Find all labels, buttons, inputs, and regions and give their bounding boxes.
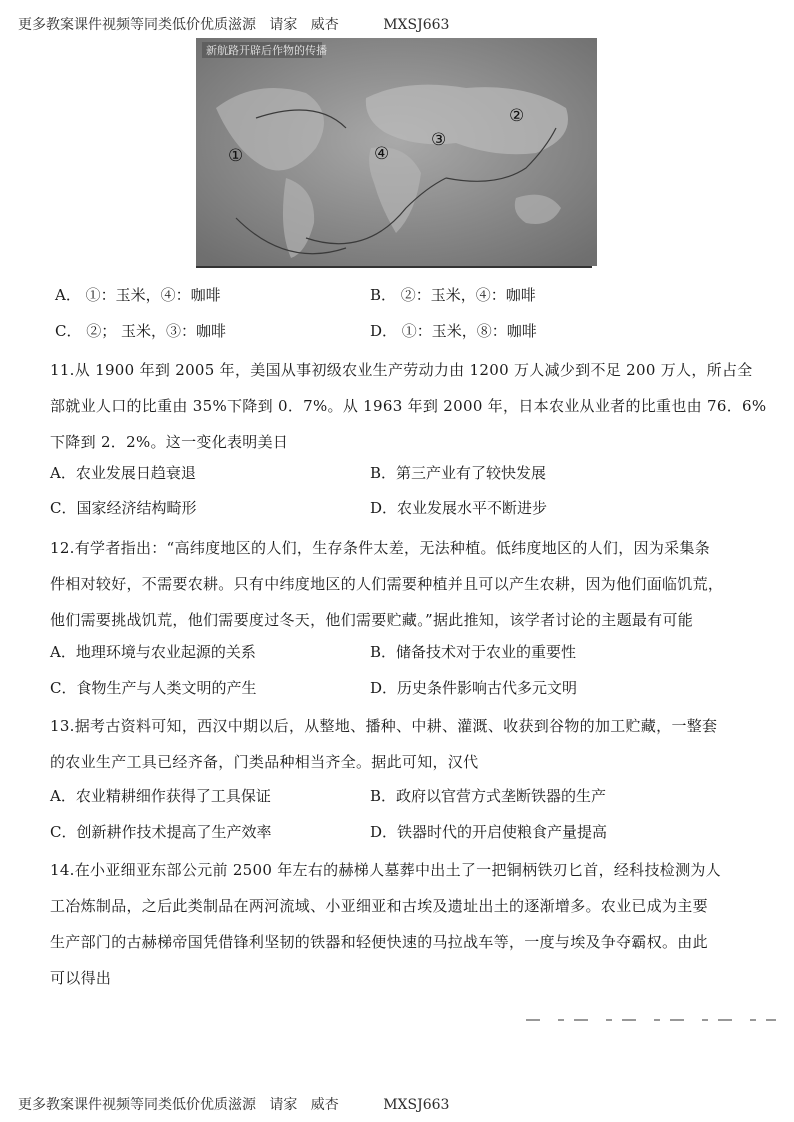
q12-option-d: D．历史条件影响古代多元文明	[370, 679, 578, 697]
map-marker-4: ④	[374, 144, 390, 164]
q12-line-2: 件相对较好，不需要农耕。只有中纬度地区的人们需要种植并且可以产生农耕，因为他们面临饥荒，	[50, 575, 724, 593]
map-title: 新航路开辟后作物的传播	[206, 44, 327, 57]
q11-stem	[50, 352, 767, 460]
q12-stem	[50, 530, 742, 638]
q14-line-2: 工冶炼制品，之后此类制品在两河流域、小亚细亚和古埃及遗址出土的逐渐增多。农业已成为主要	[50, 897, 708, 915]
scan-artifact	[526, 1016, 776, 1024]
q13-stem	[50, 708, 742, 780]
world-map-image	[196, 38, 597, 266]
q11-option-b: B．第三产业有了较快发展	[370, 464, 547, 482]
q13-option-b: B．政府以官营方式垄断铁器的生产	[370, 787, 607, 805]
q13-option-d: D．铁器时代的开启使粮食产量提高	[370, 823, 608, 841]
q13-option-c: C．创新耕作技术提高了生产效率	[50, 823, 272, 841]
q10-option-c: C． ②； 玉米，③：咖啡	[55, 322, 227, 340]
map-marker-1: ①	[228, 146, 244, 166]
q14-stem	[50, 852, 742, 996]
q14-line-1: 14.在小亚细亚东部公元前 2500 年左右的赫梯人墓葬中出土了一把铜柄铁刃匕首，经科技检测为人	[50, 861, 721, 879]
crop-spread-map	[196, 38, 597, 266]
map-marker-2: ②	[509, 106, 525, 126]
q12-line-3: 他们需要挑战饥荒，他们需要度过冬天，他们需要贮藏。”据此推知，该学者讨论的主题最有可能	[50, 611, 694, 629]
q11-line-1: 11.从 1900 年到 2005 年，美国从事初级农业生产劳动力由 1200 万人减少到不足 200 万人，所占全	[50, 361, 753, 379]
q12-line-1: 12.有学者指出：“高纬度地区的人们，生存条件太差，无法种植。低纬度地区的人们，因为采集条	[50, 539, 711, 557]
q13-line-2: 的农业生产工具已经齐备，门类品种相当齐全。据此可知，汉代	[50, 753, 479, 771]
q14-line-4: 可以得出	[50, 969, 112, 987]
q12-option-c: C．食物生产与人类文明的产生	[50, 679, 257, 697]
map-bottom-rule	[196, 266, 592, 268]
q12-option-b: B．储备技术对于农业的重要性	[370, 643, 577, 661]
page-footer: 更多教案课件视频等同类低价优质滋源 请家 威杏 MXSJ663	[18, 1097, 450, 1113]
q10-option-d: D． ①：玉米，⑧：咖啡	[370, 322, 537, 340]
q13-line-1: 13.据考古资料可知，西汉中期以后，从整地、播种、中耕、灌溉、收获到谷物的加工贮藏，一整套	[50, 717, 718, 735]
q12-option-a: A．地理环境与农业起源的关系	[50, 643, 256, 661]
q10-option-b: B． ②：玉米，④：咖啡	[370, 286, 536, 304]
map-marker-3: ③	[431, 130, 447, 150]
q11-option-d: D．农业发展水平不断进步	[370, 499, 548, 517]
page-header: 更多教案课件视频等同类低价优质滋源 请家 威杏 MXSJ663	[18, 17, 450, 33]
q10-option-a: A． ①：玉米，④：咖啡	[55, 286, 221, 304]
q11-option-c: C．国家经济结构畸形	[50, 499, 197, 517]
q11-line-3: 下降到 2．2%。这一变化表明美日	[50, 433, 289, 451]
q13-option-a: A．农业精耕细作获得了工具保证	[50, 787, 271, 805]
q11-line-2: 部就业人口的比重由 35%下降到 0．7%。从 1963 年到 2000 年，日本农业从业者的比重也由 76．6%	[50, 397, 767, 415]
q14-line-3: 生产部门的古赫梯帝国凭借锋利坚韧的铁器和轻便快速的马拉战车等，一度与埃及争夺霸权。由此	[50, 933, 708, 951]
q11-option-a: A．农业发展日趋衰退	[50, 464, 196, 482]
